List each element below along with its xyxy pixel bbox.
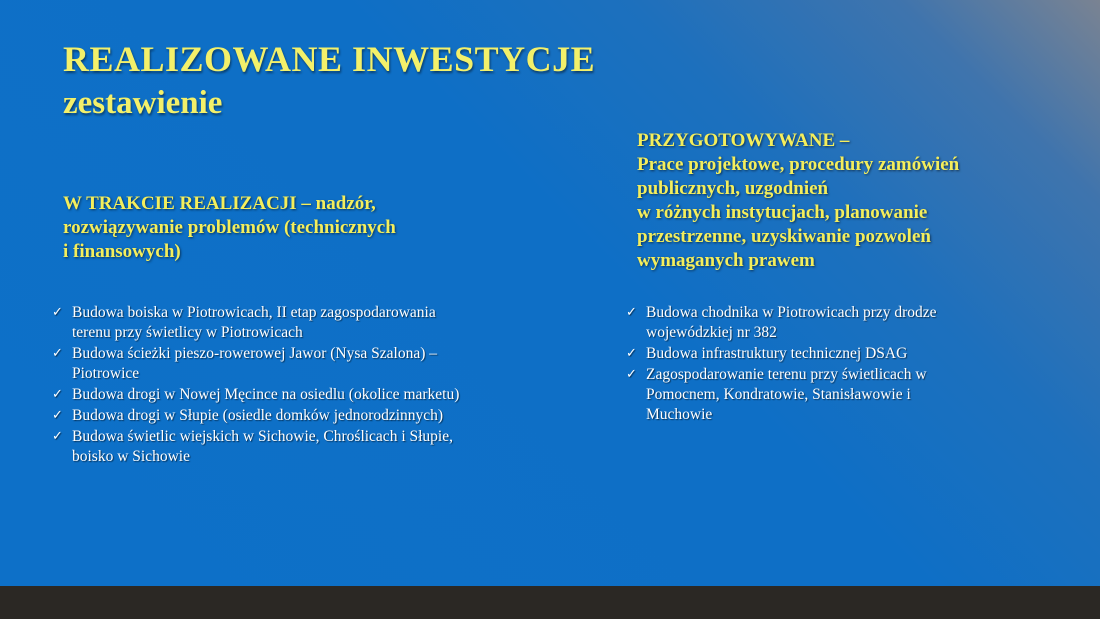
list-item [52, 303, 572, 343]
left-heading-line: i finansowych) [63, 241, 181, 262]
list-item-line: Budowa drogi w Słupie (osiedle domków jednorodzinnych) [72, 407, 444, 424]
right-heading-line: publicznych, uzgodnień [637, 178, 829, 199]
right-column-heading [637, 129, 959, 273]
list-item-line: Budowa drogi w Nowej Męcince na osiedlu (okolice marketu) [72, 386, 460, 403]
check-icon: ✓ [52, 387, 63, 402]
left-heading-line: W TRAKCIE REALIZACJI – nadzór, [63, 193, 376, 214]
list-item [52, 427, 572, 467]
left-investment-list [52, 303, 572, 468]
check-icon: ✓ [626, 367, 637, 382]
list-item-line: Budowa chodnika w Piotrowicach przy drodze [646, 304, 937, 321]
list-item [52, 406, 572, 426]
right-heading-line: PRZYGOTOWYWANE – [637, 130, 850, 151]
right-heading-line: przestrzenne, uzyskiwanie pozwoleń [637, 226, 931, 247]
list-item [52, 385, 572, 405]
list-item-line: Muchowie [646, 406, 713, 423]
list-item-line: Budowa boiska w Piotrowicach, II etap zagospodarowania [72, 304, 436, 321]
list-item-line: Zagospodarowanie terenu przy świetlicach w [646, 366, 927, 383]
list-item-line: Budowa ścieżki pieszo-rowerowej Jawor (Nysa Szalona) – [72, 345, 437, 362]
list-item-line: wojewódzkiej nr 382 [646, 324, 777, 341]
right-heading-line: wymaganych prawem [637, 250, 815, 271]
list-item [626, 365, 1046, 425]
list-item-line: Pomocnem, Kondratowie, Stanisławowie i [646, 386, 911, 403]
left-heading-line: rozwiązywanie problemów (technicznych [63, 217, 396, 238]
check-icon: ✓ [52, 346, 63, 361]
footer-bar [0, 586, 1100, 619]
list-item [626, 344, 1046, 364]
list-item [52, 344, 572, 384]
check-icon: ✓ [52, 429, 63, 444]
check-icon: ✓ [52, 408, 63, 423]
list-item-line: Piotrowice [72, 365, 140, 382]
slide-subtitle: zestawienie [63, 85, 223, 121]
check-icon: ✓ [626, 346, 637, 361]
list-item-line: Budowa infrastruktury technicznej DSAG [646, 345, 908, 362]
check-icon: ✓ [52, 305, 63, 320]
list-item [626, 303, 1046, 343]
right-heading-line: w różnych instytucjach, planowanie [637, 202, 928, 223]
right-investment-list [626, 303, 1046, 426]
list-item-line: boisko w Sichowie [72, 448, 190, 465]
left-column-heading [63, 192, 396, 264]
slide-title: REALIZOWANE INWESTYCJE [63, 39, 596, 79]
right-heading-line: Prace projektowe, procedury zamówień [637, 154, 960, 175]
list-item-line: Budowa świetlic wiejskich w Sichowie, Chroślicach i Słupie, [72, 428, 453, 445]
list-item-line: terenu przy świetlicy w Piotrowicach [72, 324, 303, 341]
check-icon: ✓ [626, 305, 637, 320]
